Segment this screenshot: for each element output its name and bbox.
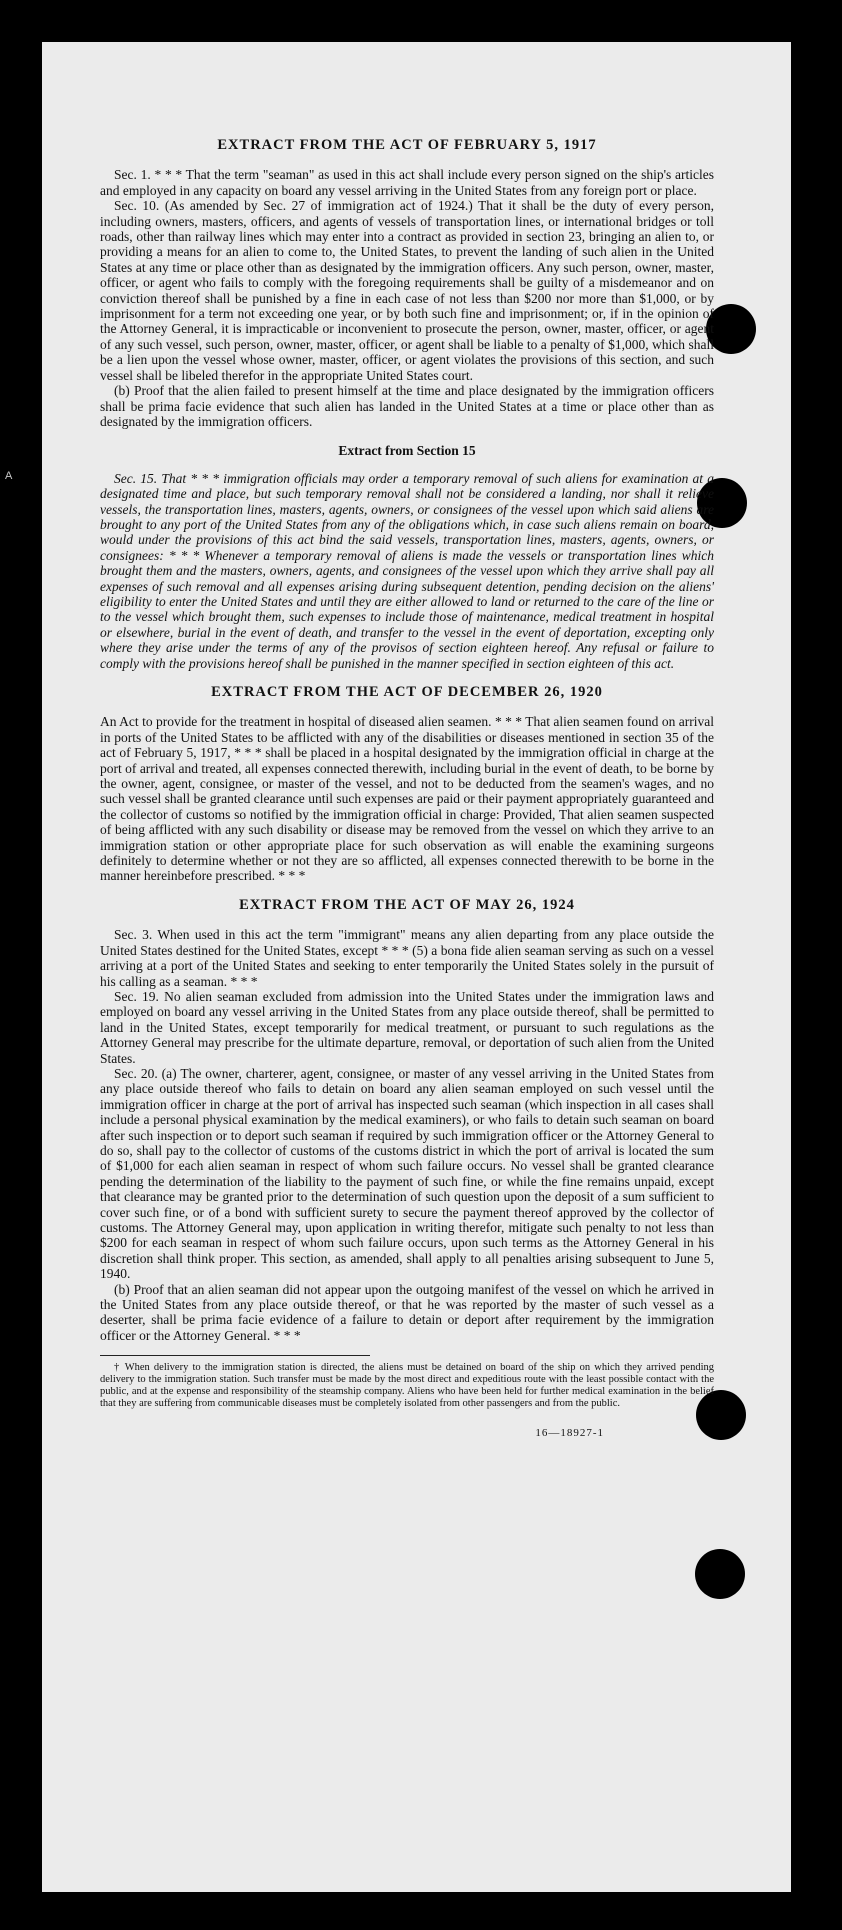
- form-number: 16—18927-1: [535, 1427, 604, 1440]
- section-20-b: (b) Proof that an alien seaman did not appear upon the outgoing manifest of the vessel on which he arrived in the United States from any place outside thereof, or that he was reported by the master of such vessel as a deserter, shall be prima facie evidence of a failure to detain or deport after requirement by the immigration officer or the Attorney General. * * *: [100, 1281, 714, 1343]
- margin-mark: A: [5, 470, 13, 482]
- footnote: † When delivery to the immigration station is directed, the aliens must be detained on board of the ship on which they arrived pending delivery to the immigration station. Such transfer must be made by the most direct and expeditious route with the least possible contact with the public, and at the expense and responsibility of the steamship company. Aliens who have been held for further medical examination in the belief that they are suffering from communicable diseases must be completely isolated from other passengers and from the public.: [100, 1362, 714, 1410]
- heading-section-15: Extract from Section 15: [338, 443, 476, 459]
- section-10-b: (b) Proof that the alien failed to present himself at the time and place designated by the immigration officers shall be prima facie evidence that such alien has landed in the United States at a time or place other than as designated by the immigration officers.: [100, 383, 714, 429]
- section-20: Sec. 20. (a) The owner, charterer, agent, consignee, or master of any vessel arriving in the United States from any place outside thereof who fails to detain on board any alien seaman employed on such vessel until the immigration officer in charge at the port of arrival has inspected such seaman (which inspection in all cases shall include a personal physical examination by the medical examiners), or who fails to detain such seaman on board after such inspection or to deport such seaman if required by such immigration officer or the Attorney General to do so, shall pay to the collector of customs of the customs district in which the port of arrival is located the sum of $1,000 for each alien seaman in respect of whom such failure occurs. No vessel shall be granted clearance pending the determination of the liability to the payment of such fine, or while the fine remains unpaid, except that clearance may be granted prior to the determination of such question upon the deposit of a sum sufficient to cover such fine, or of a bond with sufficient surety to secure the payment thereof approved by the collector of customs. The Attorney General may, upon application in writing therefor, mitigate such penalty to not less than $200 for each seaman in respect of whom such failure occurs, upon such terms as the Attorney General in his discretion shall think proper. This section, as amended, shall apply to all penalties arising subsequent to June 5, 1940.: [100, 1065, 714, 1282]
- section-3: Sec. 3. When used in this act the term "immigrant" means any alien departing from any place outside the United States destined for the United States, except * * * (5) a bona fide alien seaman serving as such on a vessel arriving at a port of the United States and seeking to enter temporarily the United States solely in the pursuit of his calling as a seaman. * * *: [100, 927, 714, 989]
- footnote-divider: [100, 1355, 370, 1356]
- document-body: [100, 138, 714, 1442]
- section-10: Sec. 10. (As amended by Sec. 27 of immigration act of 1924.) That it shall be the duty of every person, including owners, masters, officers, and agents of vessels of transportation lines, or international bridges or toll roads, other than railway lines which may enter into a contract as provided in section 23, bringing an alien to, or providing a means for an alien to come to, the United States, to prevent the landing of such alien in the United States at any time or place other than as designated by the immigration officers. Any such person, owner, master, officer, or agent who fails to comply with the foregoing requirements shall be guilty of a misdemeanor and on conviction thereof shall be punished by a fine in each case of not less than $200 nor more than $1,000, or by imprisonment for a term not exceeding one year, or by both such fine and imprisonment; or, if in the opinion of the Attorney General, it is impracticable or inconvenient to prosecute the person, owner, master, officer, or agent of any such vessel, such person, owner, master, officer, or agent shall be liable to a penalty of $1,000, which shall be a lien upon the vessel whose owner, master, officer, or agent violates the provisions of this section, and such vessel shall be libeled therefor in the appropriate United States court.: [100, 198, 714, 383]
- document-page: [42, 42, 791, 1892]
- heading-act-1924: EXTRACT FROM THE ACT OF MAY 26, 1924: [239, 896, 575, 913]
- section-19: Sec. 19. No alien seaman excluded from admission into the United States under the immigration laws and employed on board any vessel arriving in the United States from any place outside thereof, shall be permitted to land in the United States, except temporarily for medical treatment, or pursuant to such regulations as the Attorney General may prescribe for the ultimate departure, removal, or deportation of such alien from the United States.: [100, 988, 714, 1066]
- section-15: Sec. 15. That * * * immigration officials may order a temporary removal of such aliens for examination at a designated time and place, but such temporary removal shall not be considered a landing, nor shall it relieve vessels, the transportation lines, masters, agents, owners, or consignees of the vessel upon which said aliens are brought to any port of the United States from any of the obligations which, in case such aliens remain on board, would under the provisions of this act bind the said vessels, transportation lines, masters, agents, owners, or consignees: * * * Whenever a temporary removal of aliens is made the vessels or transportation lines which brought them and the masters, owners, agents, and consignees of the vessel upon which they arrive shall pay all expenses of such removal and all expenses arising during subsequent detention, pending decision on the aliens' eligibility to enter the United States and until they are either allowed to land or returned to the care of the line or to the vessel which brought them, such expenses to include those of maintenance, medical treatment in hospital or elsewhere, burial in the event of death, and transfer to the vessel in the event of deportation, excepting only where they arise under the terms of any of the provisos of section eighteen hereof. Any refusal or failure to comply with the provisions hereof shall be punished in the manner specified in section eighteen of this act.: [100, 470, 714, 671]
- heading-act-1920: EXTRACT FROM THE ACT OF DECEMBER 26, 1920: [211, 684, 603, 700]
- punch-hole-4: [695, 1549, 745, 1599]
- section-1: Sec. 1. * * * That the term "seaman" as used in this act shall include every person signed on the ship's articles and employed in any capacity on board any vessel arriving in the United States from any foreign port or place.: [100, 167, 714, 198]
- heading-act-1917: EXTRACT FROM THE ACT OF FEBRUARY 5, 1917: [217, 137, 597, 153]
- act-1920-text: An Act to provide for the treatment in hospital of diseased alien seamen. * * * That alien seamen found on arrival in ports of the United States to be afflicted with any of the disabilities or diseases mentioned in section 35 of the act of February 5, 1917, * * * shall be placed in a hospital designated by the immigration official in charge at the port of arrival and treated, all expenses connected therewith, including burial in the event of death, to be borne by the owner, agent, consignee, or master of the vessel, and not to be deducted from the seamen's wages, and no such vessel shall be granted clearance until such expenses are paid or their payment appropriately guaranteed and the collector of customs so notified by the immigration official in charge: Provided, That alien seamen suspected of being afflicted with any such disability or disease may be removed from the vessel on which they arrive to an immigration station or other appropriate place for such observation as will enable the examining surgeons definitely to determine whether or not they are so afflicted, all expenses connected therewith to be borne in the manner hereinbefore prescribed. * * *: [100, 714, 714, 884]
